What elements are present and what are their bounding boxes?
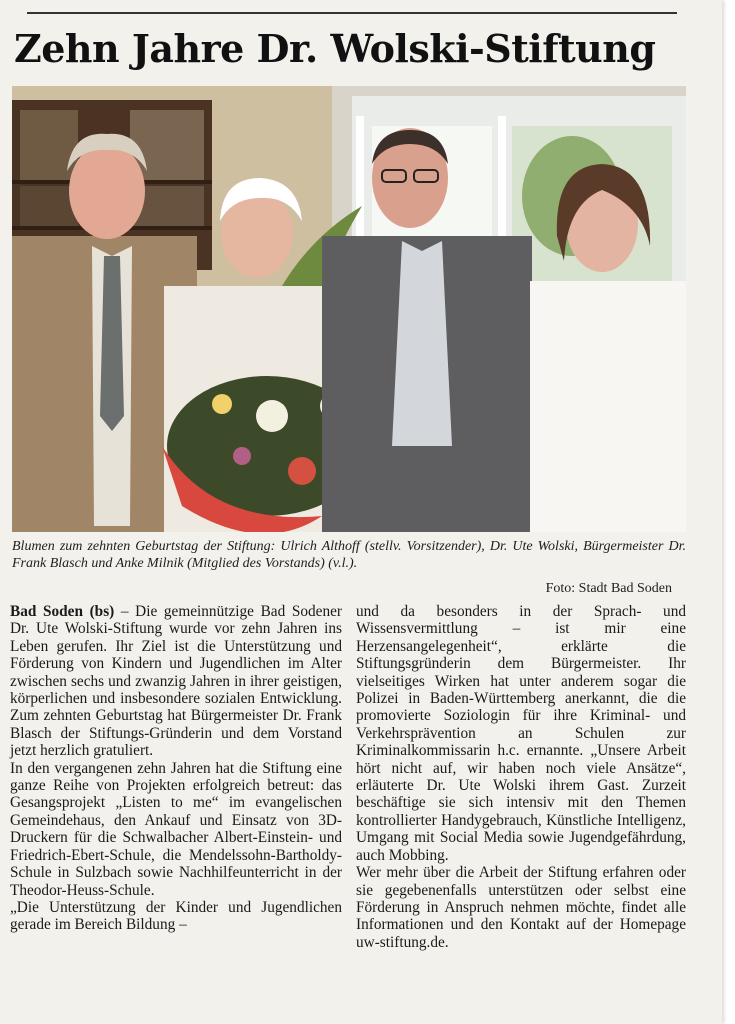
article-column-right bbox=[356, 603, 686, 951]
paragraph bbox=[10, 603, 342, 760]
paragraph: und da besonders in der Sprach- und Wissensvermittlung – ist mir eine Herzensangelegenheit“, erklärte die Stiftungsgründerin dem Bürgermeister. Ihr vielseitiges Wirken hat unter anderem sogar die Polizei in Baden-Württemberg anerkannt, die die promovierte Soziologin für ihre Kriminal- und Verkehrsprävention an Schulen zur Kriminalkommissarin h.c. ernannte. „Unsere Arbeit hört nicht auf, wir haben noch viele Ansätze“, erläuterte Dr. Ute Wolski ihrem Gast. Zurzeit beschäftige sie sich intensiv mit den Themen kontrollierter Handygebrauch, Künstliche Intelligenz, Umgang mit Social Media sowie Jugendgefährdung, auch Mobbing. bbox=[356, 603, 686, 864]
paragraph: Wer mehr über die Arbeit der Stiftung erfahren oder sie gegebenenfalls unterstützen oder selbst eine Förderung in Anspruch nehmen möchte, findet alle Informationen und den Kontakt auf der Homepage uw-stiftung.de. bbox=[356, 864, 686, 951]
photo-credit: Foto: Stadt Bad Soden bbox=[545, 581, 672, 596]
article-photo bbox=[12, 86, 686, 532]
paragraph: In den vergangenen zehn Jahren hat die Stiftung eine ganze Reihe von Projekten erfolgreich betreut: das Gesangsprojekt „Listen to me“ im evangelischen Gemeindehaus, den Ankauf und Einsatz von 3D-Druckern für die Schwalbacher Albert-Einstein- und Friedrich-Ebert-Schule, die Mendelssohn-Bartholdy-Schule in Sulzbach sowie Nachhilfeunterricht in der Theodor-Heuss-Schule. bbox=[10, 759, 342, 899]
top-rule bbox=[27, 12, 677, 14]
paragraph: „Die Unterstützung der Kinder und Jugendlichen gerade im Bereich Bildung – bbox=[10, 898, 342, 934]
paragraph-text: – Die gemeinnützige Bad Sodener Dr. Ute Wolski-Stiftung wurde vor zehn Jahren ins Leben gerufen. Ihr Ziel ist die Unterstützung und Förderung von Kindern und Jugendlichen im Alter zwischen sechs und zwanzig Jahren in ihrer geistigen, körperlichen und insbesondere sozialen Entwicklung. Zum zehnten Geburtstag hat Bürgermeister Dr. Frank Blasch der Stiftungs-Gründerin und dem Vorstand jetzt herzlich gratuliert. bbox=[10, 603, 342, 760]
article-column-left bbox=[10, 603, 342, 934]
dateline: Bad Soden (bs) bbox=[10, 603, 115, 620]
photo-caption: Blumen zum zehnten Geburtstag der Stiftung: Ulrich Althoff (stellv. Vorsitzender), Dr. Ute Wolski, Bürgermeister Dr. Frank Blasch und Anke Milnik (Mitglied des Vorstands) (v.l.). bbox=[12, 539, 686, 571]
headline: Zehn Jahre Dr. Wolski-Stiftung bbox=[14, 26, 656, 71]
